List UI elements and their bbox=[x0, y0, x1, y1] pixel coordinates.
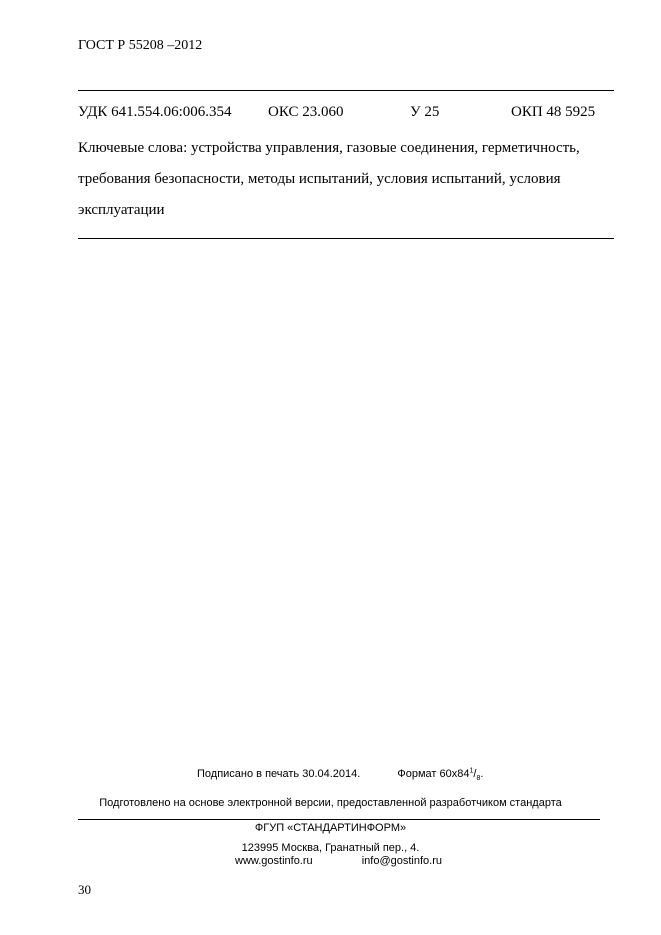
keywords-line: требования безопасности, методы испытаний, условия испытаний, условия bbox=[78, 171, 561, 187]
keywords-divider bbox=[78, 238, 614, 239]
format-denominator: 8 bbox=[476, 775, 481, 783]
publisher-address: 123995 Москва, Гранатный пер., 4. bbox=[241, 842, 420, 854]
standard-header: ГОСТ Р 55208 –2012 bbox=[78, 38, 203, 53]
keywords-paragraph bbox=[78, 133, 618, 226]
website-link[interactable]: www.gostinfo.ru bbox=[235, 855, 313, 867]
prepared-note: Подготовлено на основе электронной версии, предоставленной разработчиком стандарта bbox=[99, 797, 562, 809]
print-signed-row bbox=[197, 767, 484, 783]
format-suffix: . bbox=[480, 768, 484, 780]
keywords-line: эксплуатации bbox=[78, 202, 165, 218]
classification-codes bbox=[0, 104, 661, 124]
keywords-line: Ключевые слова: устройства управления, газовые соединения, герметичность, bbox=[78, 140, 580, 156]
u-code: У 25 bbox=[410, 104, 440, 120]
top-divider bbox=[78, 90, 614, 91]
format-prefix: Формат 60х84 bbox=[397, 768, 470, 780]
imprint-divider bbox=[78, 819, 600, 820]
okp-code: ОКП 48 5925 bbox=[511, 104, 596, 120]
signed-date-text: Подписано в печать 30.04.2014. bbox=[197, 768, 361, 780]
format-numerator: 1 bbox=[469, 767, 474, 775]
publisher-contacts bbox=[235, 855, 442, 867]
oks-code: ОКС 23.060 bbox=[268, 104, 344, 120]
publisher-name: ФГУП «СТАНДАРТИНФОРМ» bbox=[254, 822, 407, 834]
email-link[interactable]: info@gostinfo.ru bbox=[361, 855, 442, 867]
page-number: 30 bbox=[78, 882, 91, 897]
paper-format-text: Формат $60х84^1/_8$. bbox=[397, 767, 484, 783]
udk-code: УДК 641.554.06:006.354 bbox=[78, 104, 232, 120]
